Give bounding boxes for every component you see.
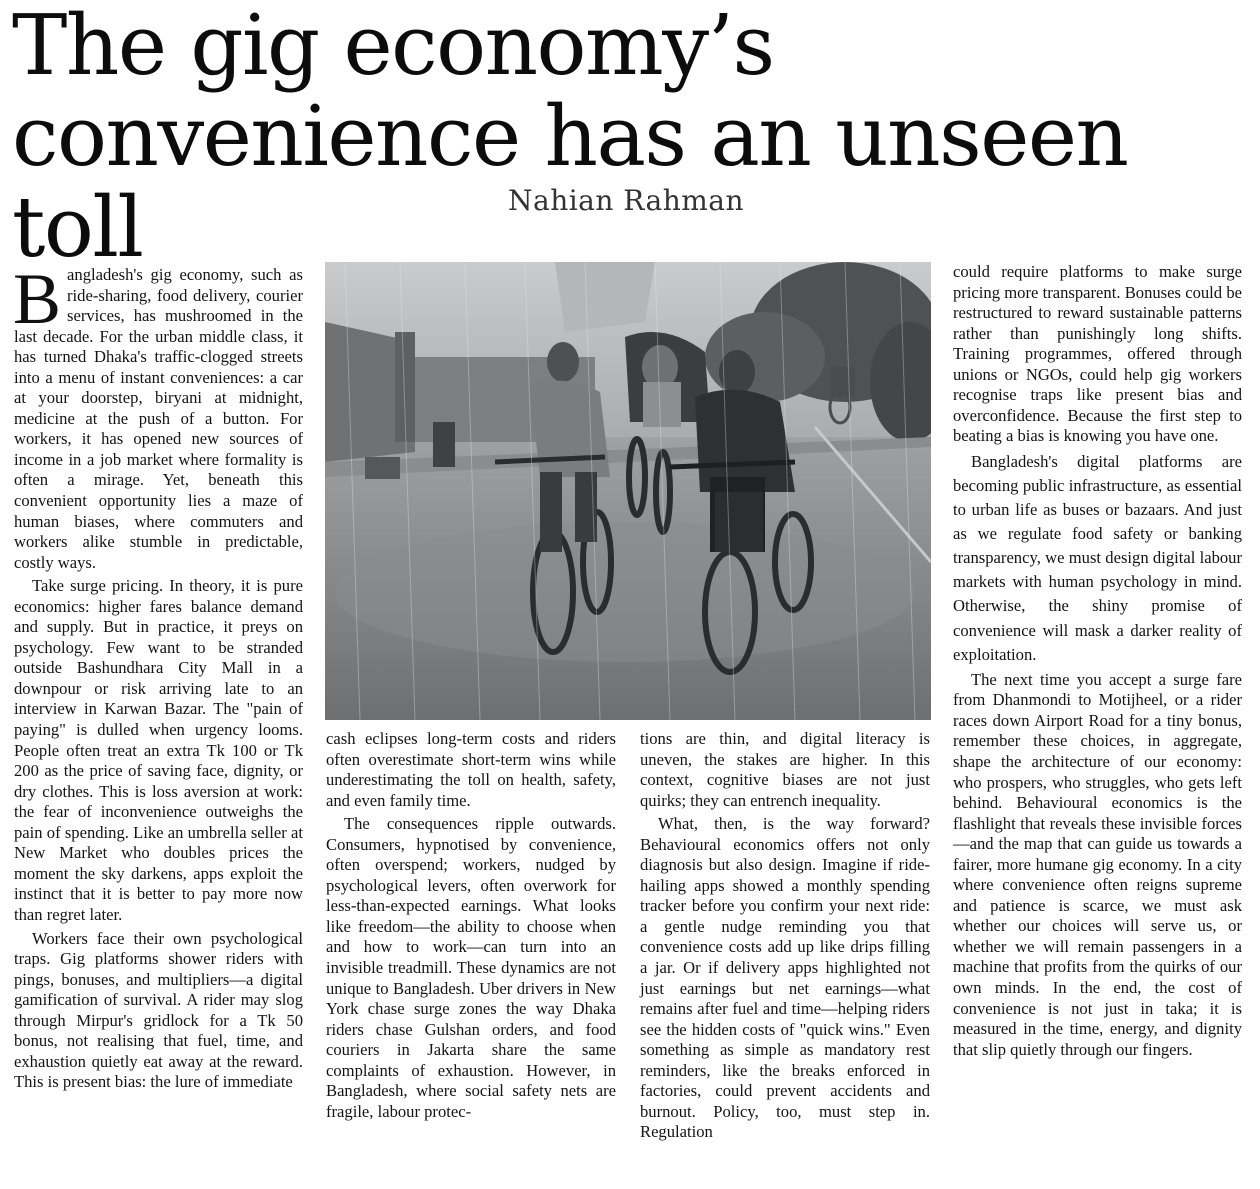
news-photo-riders-in-rain xyxy=(325,262,931,720)
article-paragraph: The next time you accept a surge fare from Dhanmondi to Motijheel, or a rider races down Airport Road for a tiny bonus, remember these choices, in aggregate, shape the architecture of our economy: who prospers, who struggles, who gets left behind. Behavioural economics is the flashlight that reveals these invisible forces—and the map that can guide us towards a fairer, more humane gig economy. In a city where convenience often reigns supreme and patience is scarce, we must ask whether our choices will serve us, or whether we will remain passengers in a machine that profits from the quirks of our own minds. In the end, the cost of convenience is not just in taka; it is measured in the time, energy, and dignity that slip quietly through our fingers. xyxy=(953,669,1242,1059)
headline xyxy=(12,0,1252,276)
article-paragraph: Bangladesh's digital platforms are becoming public infrastructure, as essential to urban life as buses or bazaars. And just as we regulate food safety or banking transparency, we must design digital labour markets with human psychology in mind. Otherwise, the shiny promise of convenience will mask a darker reality of exploitation. xyxy=(953,451,1242,664)
article-column-2 xyxy=(326,729,616,1122)
article-paragraph: The consequences ripple outwards. Consumers, hypnotised by convenience, often overspend; workers, nudged by psychological levers, often overwork for less-than-expected earnings. What looks like freedom—the ability to choose when and how to work—can turn into an invisible treadmill. These dynamics are not unique to Bangladesh. Uber drivers in New York chase surge zones the way Dhaka riders chase Gulshan orders, and food couriers in Jakarta share the same complaints of exhaustion. However, in Bangladesh, where social safety nets are fragile, labour protec- xyxy=(326,814,616,1121)
byline: Nahian Rahman xyxy=(508,184,745,217)
article-column-3 xyxy=(640,729,930,1143)
paragraph-text: angladesh's gig economy, such as ride-sharing, food delivery, courier services, has mushroomed in the last decade. For the urban middle class, it has turned Dhaka's traffic-clogged streets into a menu of instant conveniences: a car at your doorstep, biryani at midnight, medicine at the push of a button. For workers, it has opened new sources of income in a job market where formality is often a mirage. Yet, beneath this convenient opportunity lies a maze of human biases, where commuters and workers alike stumble in predictable, costly ways. xyxy=(14,265,303,572)
article-paragraph-continued: tions are thin, and digital literacy is uneven, the stakes are higher. In this context, cognitive biases are not just quirks; they can entrench inequality. xyxy=(640,729,930,810)
article-column-1 xyxy=(13,259,303,1093)
article-paragraph-continued: cash eclipses long-term costs and riders often overestimate short-term wins while underestimating the toll on health, safety, and even family time. xyxy=(326,729,616,810)
dropcap: B xyxy=(13,259,62,339)
headline-line-2: convenience has an unseen toll xyxy=(12,88,1128,276)
headline-line-1: The gig economy’s xyxy=(12,0,774,94)
article-paragraph xyxy=(13,259,303,573)
photo-illustration xyxy=(325,262,931,720)
article-paragraph: Workers face their own psychological traps. Gig platforms shower riders with pings, bonuses, and multipliers—a digital gamification of survival. A rider may slog through Mirpur's gridlock for a Tk 50 bonus, not realising that fuel, time, and exhaustion quietly eat away at the reward. This is present bias: the lure of immediate xyxy=(14,928,303,1092)
article-column-4 xyxy=(953,262,1242,1060)
article-paragraph-continued: could require platforms to make surge pricing more transparent. Bonuses could be restructured to reward sustainable patterns rather than punishingly long shifts. Training programmes, offered through unions or NGOs, could help gig workers recognise traps like present bias and overconfidence. Because the first step to beating a bias is knowing you have one. xyxy=(953,262,1242,446)
article-paragraph: What, then, is the way forward? Behavioural economics offers not only diagnosis but also design. Imagine if ride-hailing apps showed a monthly spending tracker before you confirm your next ride: a gentle nudge reminding you that convenience costs add up like drips filling a jar. Or if delivery apps highlighted not just earnings but net earnings—what remains after fuel and time—helping riders see the hidden costs of "quick wins." Even something as simple as mandatory rest reminders, like the breaks enforced in factories, could prevent accidents and burnout. Policy, too, must step in. Regulation xyxy=(640,814,930,1142)
article-paragraph: Take surge pricing. In theory, it is pure economics: higher fares balance demand and supply. But in practice, it preys on psychology. Few want to be stranded outside Bashundhara City Mall in a downpour or risk arriving late to an interview in Karwan Bazar. The "pain of paying" is dulled when urgency looms. People often treat an extra Tk 100 or Tk 200 as the price of saving face, dignity, or dry clothes. This is loss aversion at work: the fear of inconvenience outweighs the pain of spending. Like an umbrella seller at New Market who doubles prices the moment the sky darkens, apps exploit the instinct that it is better to pay more now than regret later. xyxy=(14,576,303,924)
